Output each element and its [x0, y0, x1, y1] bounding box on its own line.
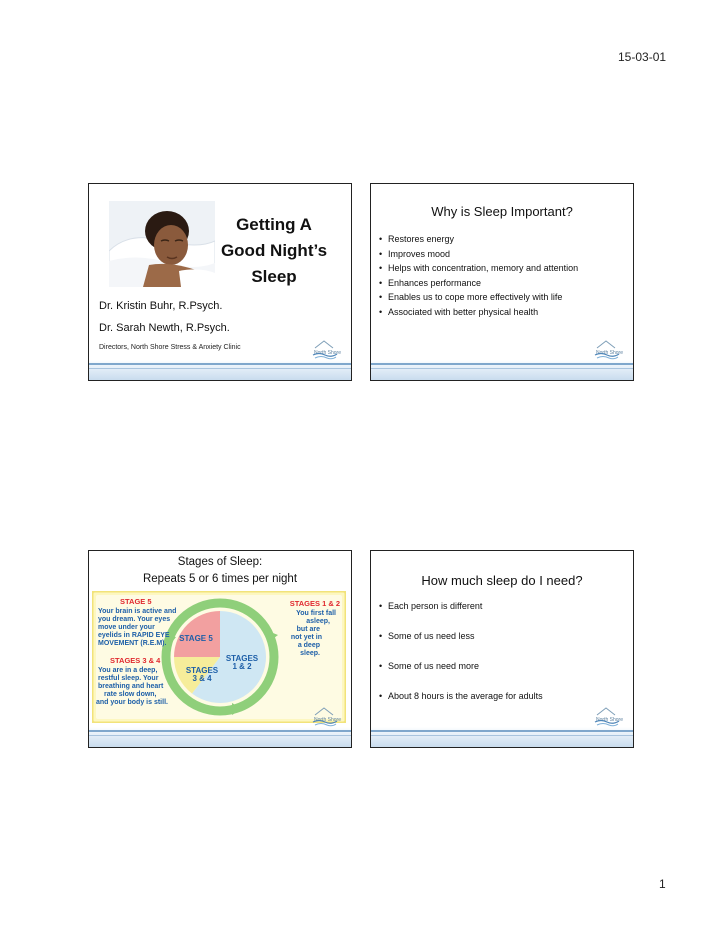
logo-text: North Shore: [314, 350, 341, 356]
slide-footer-band: [371, 360, 633, 380]
north-shore-logo-icon: [305, 340, 343, 360]
heading-line: Stages of Sleep:: [177, 556, 263, 568]
pie-label-stages-3-4: STAGES: [185, 666, 219, 675]
pie-label-stages-1-2: STAGES: [225, 654, 259, 663]
sleeping-man-photo: [109, 201, 215, 287]
list-item: • Helps with concentration, memory and attention: [379, 261, 629, 276]
list-item: • Each person is different: [379, 601, 629, 611]
stage-5-heading: STAGE 5: [120, 597, 152, 606]
north-shore-logo-icon: [305, 707, 343, 727]
slide-why-sleep: [370, 183, 634, 381]
logo-text: North Shore: [596, 350, 623, 356]
bullet-list: [379, 232, 629, 319]
stages-3-4-text: rate slow down,: [104, 691, 157, 698]
heading-line: Repeats 5 or 6 times per night: [142, 573, 298, 585]
stages-3-4-text: and your body is still.: [96, 699, 168, 706]
title-line: Good Night’s: [220, 241, 328, 260]
list-item: • Associated with better physical health: [379, 305, 629, 320]
list-item: • Restores energy: [379, 232, 629, 247]
pie-label-stages-1-2: 1 & 2: [232, 662, 252, 671]
stages-1-2-text: but are: [296, 626, 320, 633]
stages-3-4-text: You are in a deep,: [98, 667, 158, 674]
slide-footer-band: [371, 727, 633, 747]
stage-5-text: move under your: [98, 624, 155, 631]
slide-footer-band: [89, 727, 351, 747]
stage-5-text: you dream. Your eyes: [98, 616, 171, 623]
stages-1-2-text: asleep,: [306, 618, 330, 625]
author-name: Dr. Kristin Buhr, R.Psych.: [99, 300, 223, 312]
stage-5-text: MOVEMENT (R.E.M).: [98, 640, 167, 647]
title-line: Getting A: [236, 215, 312, 234]
bullet-list: [379, 601, 629, 721]
page-date: 15-03-01: [618, 50, 667, 64]
slide-heading: How much sleep do I need?: [421, 573, 583, 588]
slide-stages-of-sleep: [88, 550, 352, 748]
stages-1-2-text: a deep: [297, 642, 320, 649]
list-item: • Some of us need more: [379, 661, 629, 671]
slide-footer-band: [89, 360, 351, 380]
stage-5-text: Your brain is active and: [98, 608, 177, 615]
directors-caption: Directors, North Shore Stress & Anxiety Clinic: [99, 344, 241, 351]
north-shore-logo-icon: [587, 340, 625, 360]
sleep-stages-diagram: [92, 591, 346, 723]
stages-1-2-heading: STAGES 1 & 2: [289, 599, 340, 608]
author-name: Dr. Sarah Newth, R.Psych.: [99, 322, 230, 334]
slide-heading: Why is Sleep Important?: [431, 204, 573, 219]
list-item: • About 8 hours is the average for adults: [379, 691, 629, 701]
slide-title: [88, 183, 352, 381]
stage-5-text: eyelids in RAPID EYE: [98, 632, 170, 639]
stages-1-2-text: not yet in: [290, 634, 322, 641]
slide-how-much-sleep: [370, 550, 634, 748]
list-item: • Enables us to cope more effectively with life: [379, 290, 629, 305]
stages-3-4-text: restful sleep. Your: [98, 675, 159, 682]
page-number: 1: [659, 877, 666, 891]
list-item: • Improves mood: [379, 247, 629, 262]
pie-label-stage-5: STAGE 5: [179, 634, 213, 643]
stages-3-4-text: breathing and heart: [98, 683, 164, 690]
slide-main-title: [215, 212, 333, 290]
stages-1-2-text: You first fall: [296, 610, 336, 617]
logo-text: North Shore: [314, 717, 341, 723]
stages-3-4-heading: STAGES 3 & 4: [110, 656, 161, 665]
list-item: • Some of us need less: [379, 631, 629, 641]
list-item: • Enhances performance: [379, 276, 629, 291]
north-shore-logo-icon: [587, 707, 625, 727]
slide-heading: [89, 554, 351, 588]
logo-text: North Shore: [596, 717, 623, 723]
pie-label-stages-3-4: 3 & 4: [192, 674, 212, 683]
stages-1-2-text: sleep.: [300, 650, 320, 657]
title-line: Sleep: [251, 267, 297, 286]
